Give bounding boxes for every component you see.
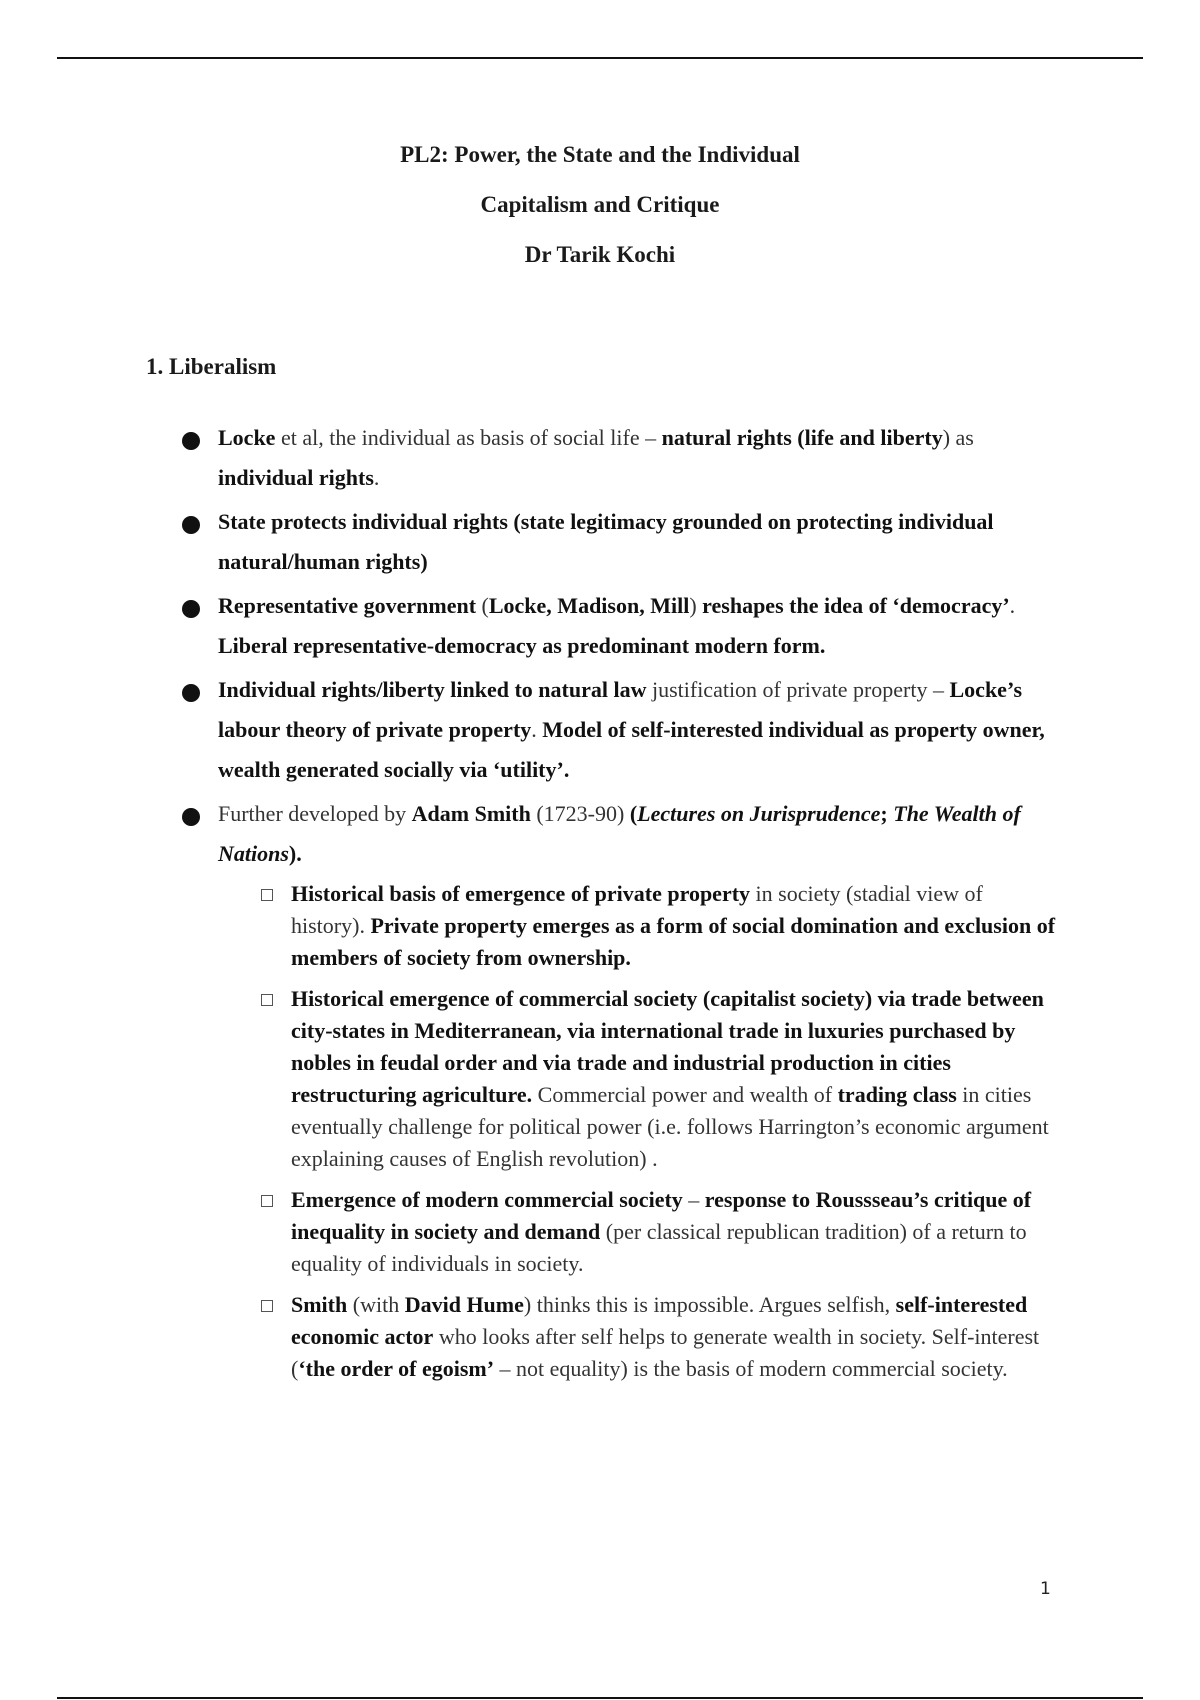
sub-bullet-text: – bbox=[682, 1187, 705, 1212]
bullet-text: Further developed by bbox=[218, 801, 412, 826]
bullet-text: Adam Smith bbox=[411, 801, 531, 826]
bullet-text: . bbox=[531, 717, 543, 742]
sub-bullet-text: ‘the order of egoism’ bbox=[298, 1356, 495, 1381]
bullet-adam-smith bbox=[0, 794, 1058, 874]
bullet-text: Locke’s labour theory of private property bbox=[218, 677, 1023, 742]
bullet-state-protects bbox=[0, 502, 1058, 582]
checkbox-bullet-icon bbox=[261, 1300, 273, 1312]
bullet-text: ( bbox=[629, 801, 638, 826]
bullet-dot-icon bbox=[182, 432, 200, 450]
checkbox-bullet-icon bbox=[261, 889, 273, 901]
sub-bullet-text: Emergence of modern commercial society bbox=[291, 1187, 683, 1212]
checkbox-bullet-icon bbox=[261, 994, 273, 1006]
bullet-text: ) as bbox=[942, 425, 974, 450]
sub-bullet-list bbox=[0, 878, 1200, 1385]
sub-bullet-text: Historical emergence of commercial society (capitalist society) via trade between city-states in Mediterranean, via international trade in luxuries purchased by nobles in feudal order and via trade and industrial production in cities restructuring agriculture. bbox=[291, 986, 1044, 1107]
sub-bullet-modern-commercial-society bbox=[0, 1184, 1061, 1280]
checkbox-bullet-icon bbox=[261, 1195, 273, 1207]
bullet-dot-icon bbox=[182, 516, 200, 534]
bullet-text: Model of self-interested individual as property owner, wealth generated socially via ‘utility’. bbox=[218, 717, 1045, 782]
bullet-text: Lectures on Jurisprudence bbox=[637, 801, 881, 826]
sub-bullet-text: Historical basis of emergence of private property bbox=[291, 881, 751, 906]
document-title: PL2: Power, the State and the Individual bbox=[400, 142, 800, 167]
bullet-dot-icon bbox=[182, 600, 200, 618]
page-number: 1 bbox=[1040, 1579, 1051, 1599]
bullet-representative-government bbox=[0, 586, 1058, 666]
bullet-text: natural rights (life and liberty bbox=[661, 425, 943, 450]
sub-bullet-text: ) thinks this is impossible. Argues selfish, bbox=[523, 1292, 896, 1317]
sub-bullet-smith-hume bbox=[0, 1289, 1061, 1385]
sub-bullet-text: – not equality) is the basis of modern commercial society. bbox=[494, 1356, 1008, 1381]
document-author: Dr Tarik Kochi bbox=[524, 242, 676, 267]
bullet-text: Locke bbox=[218, 425, 276, 450]
sub-bullet-commercial-society bbox=[0, 983, 1061, 1175]
sub-bullet-text: who looks after self helps to generate wealth in society. Self-interest ( bbox=[291, 1324, 1040, 1381]
sub-bullet-text: self-interested economic actor bbox=[291, 1292, 1028, 1349]
bullet-text: ). bbox=[288, 841, 302, 866]
sub-bullet-text: response to Roussseau’s critique of inequality in society and demand bbox=[291, 1187, 1032, 1244]
bullet-text: Representative government bbox=[218, 593, 477, 618]
bullet-text: ; bbox=[880, 801, 894, 826]
bullet-individual-rights bbox=[0, 670, 1058, 790]
bullet-text: individual rights bbox=[218, 465, 374, 490]
bullet-text: . bbox=[1009, 593, 1016, 618]
bullet-text: Locke, Madison, Mill bbox=[488, 593, 690, 618]
bullet-dot-icon bbox=[182, 808, 200, 826]
sub-bullet-text: (per classical republican tradition) of a return to equality of individuals in society. bbox=[291, 1219, 1027, 1276]
bullet-text: (1723-90) bbox=[530, 801, 630, 826]
bullet-locke bbox=[0, 418, 1058, 498]
bullet-dot-icon bbox=[182, 684, 200, 702]
section-content bbox=[0, 418, 1200, 1394]
sub-bullet-text: in cities eventually challenge for political power (i.e. follows Harrington’s economic argument explaining causes of English revolution) . bbox=[291, 1082, 1049, 1171]
bullet-text: Liberal representative-democracy as predominant modern form. bbox=[218, 633, 826, 658]
document-subtitle: Capitalism and Critique bbox=[480, 192, 720, 217]
bullet-text: et al, the individual as basis of social life – bbox=[275, 425, 662, 450]
bullet-text: The Wealth of Nations bbox=[218, 801, 1021, 866]
top-rule bbox=[57, 57, 1143, 59]
bullet-text: ) bbox=[689, 593, 703, 618]
bullet-text: reshapes the idea of ‘democracy’ bbox=[702, 593, 1010, 618]
sub-bullet-text: trading class bbox=[837, 1082, 957, 1107]
sub-bullet-text: Smith bbox=[291, 1292, 348, 1317]
sub-bullet-text: David Hume bbox=[404, 1292, 524, 1317]
sub-bullet-private-property bbox=[0, 878, 1061, 974]
document-header bbox=[0, 142, 1200, 292]
sub-bullet-text: Commercial power and wealth of bbox=[532, 1082, 838, 1107]
bottom-rule bbox=[57, 1697, 1143, 1699]
sub-bullet-text: (with bbox=[347, 1292, 405, 1317]
sub-bullet-text: Private property emerges as a form of social domination and exclusion of members of society from ownership. bbox=[291, 913, 1056, 970]
sub-bullet-text: in society (stadial view of history). bbox=[291, 881, 983, 938]
bullet-text: justification of private property – bbox=[646, 677, 950, 702]
bullet-text: . bbox=[373, 465, 380, 490]
bullet-text: Individual rights/liberty linked to natural law bbox=[218, 677, 647, 702]
bullet-text: State protects individual rights (state legitimacy grounded on protecting individual natural/human rights) bbox=[218, 509, 994, 574]
section-heading: 1. Liberalism bbox=[146, 354, 277, 379]
bullet-text: ( bbox=[476, 593, 489, 618]
